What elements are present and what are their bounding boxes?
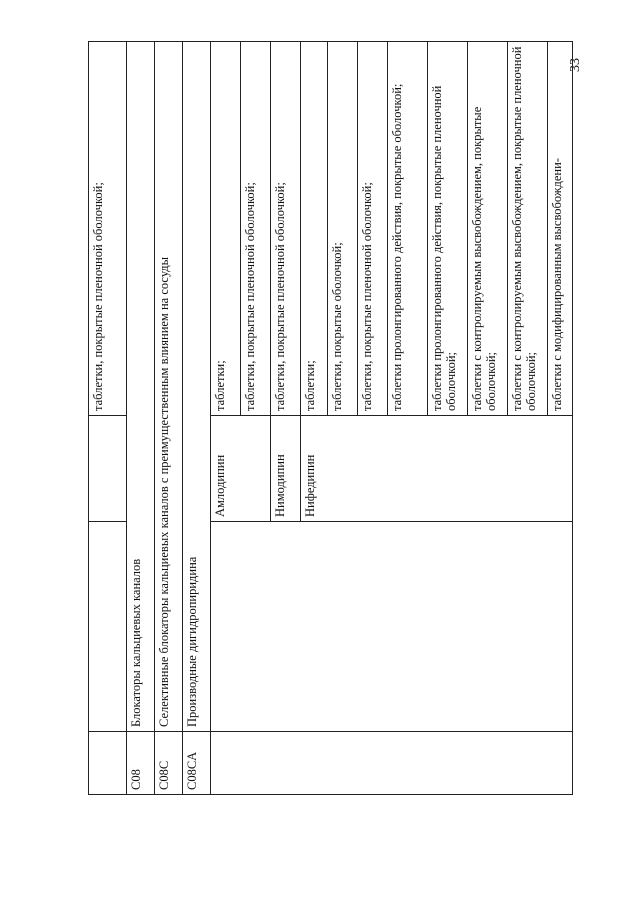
rotated-table: [88, 42, 564, 795]
form-cell: таблетки, покрытые пленочной оболочкой;: [89, 42, 127, 416]
form-cell: таблетки, покрытые пленочной оболочкой;: [271, 42, 301, 416]
form-cell: таблетки пролонгированного действия, покрытые оболочкой;: [388, 42, 428, 416]
table-container: [88, 42, 564, 795]
form-cell: таблетки;: [211, 42, 241, 416]
form-cell: таблетки, покрытые оболочкой;: [328, 42, 358, 416]
page-number: 33: [568, 58, 583, 72]
table-row: [89, 42, 127, 795]
drug-table: [88, 41, 573, 795]
form-cell: таблетки пролонгированного действия, покрытые пленочной оболочкой;: [428, 42, 468, 416]
code-cell: C08C: [155, 732, 183, 795]
drug-cell: Нифедипин: [301, 416, 573, 522]
form-cell: таблетки с модифицированным высвобождени-: [548, 42, 573, 416]
table-row: [127, 42, 155, 795]
form-cell: таблетки с контролируемым высвобождением, покрытые пленочной оболочкой;: [508, 42, 548, 416]
code-cell: C08: [127, 732, 155, 795]
table-row: [183, 42, 211, 795]
code-cell: C08CA: [183, 732, 211, 795]
drug-cell: Амлодипин: [211, 416, 271, 522]
group-cell: Производные дигидропиридина: [183, 42, 211, 732]
table-row: [211, 42, 241, 795]
group-cell: Блокаторы кальциевых каналов: [127, 42, 155, 732]
code-cell: [211, 732, 573, 795]
form-cell: таблетки, покрытые пленочной оболочкой;: [241, 42, 271, 416]
table-row: [155, 42, 183, 795]
drug-cell: Нимодипин: [271, 416, 301, 522]
code-cell: [89, 732, 127, 795]
group-cell: [89, 522, 127, 732]
form-cell: таблетки с контролируемым высвобождением, покрытые оболочкой;: [468, 42, 508, 416]
form-cell: таблетки, покрытые пленочной оболочкой;: [358, 42, 388, 416]
group-cell: [211, 522, 573, 732]
group-cell: Селективные блокаторы кальциевых каналов с преимущественным влиянием на сосуды: [155, 42, 183, 732]
drug-cell: [89, 416, 127, 522]
form-cell: таблетки;: [301, 42, 328, 416]
